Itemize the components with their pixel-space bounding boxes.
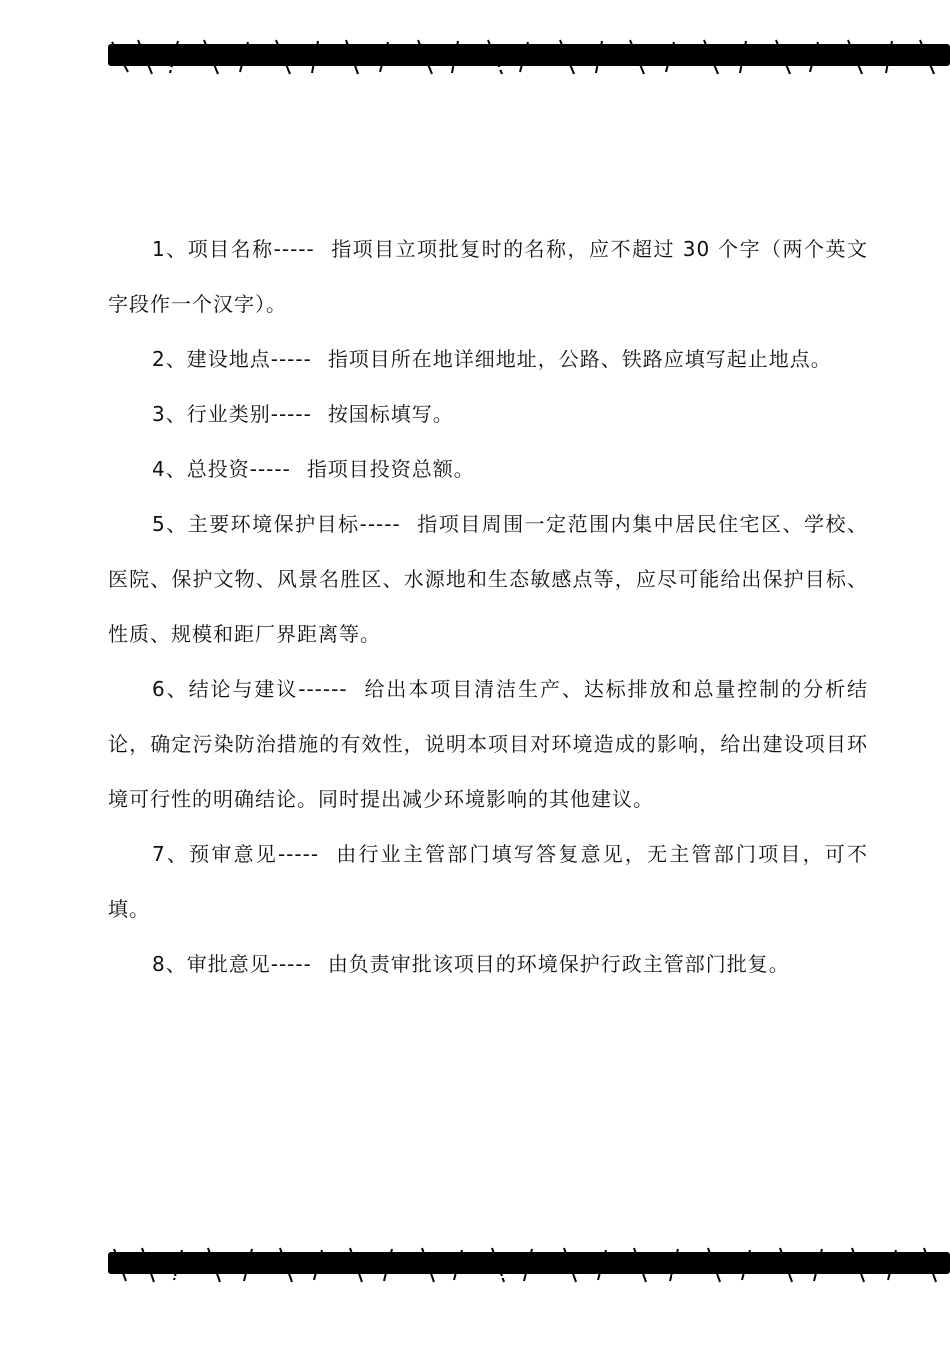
item-preliminary-review (108, 827, 868, 937)
garbled-header-band (108, 38, 950, 76)
item-desc: 指项目立项批复时的名称，应不超过 30 个字（两个英文字段作一个汉字）。 (108, 237, 868, 316)
item-desc: 给出本项目清洁生产、达标排放和总量控制的分析结论，确定污染防治措施的有效性，说明本项目对环境造成的影响，给出建设项目环境可行性的明确结论。同时提出减少环境影响的其他建议。 (108, 677, 869, 811)
item-desc: 由行业主管部门填写答复意见，无主管部门项目，可不填。 (108, 842, 868, 921)
item-term: 3、行业类别----- (152, 402, 312, 426)
garbled-footer-band (108, 1246, 950, 1284)
item-construction-site (108, 332, 868, 387)
item-term: 4、总投资----- (152, 457, 291, 481)
item-term: 6、结论与建议------ (152, 677, 348, 701)
item-conclusion (108, 662, 868, 827)
item-desc: 指项目所在地详细地址，公路、铁路应填写起止地点。 (327, 347, 832, 371)
item-desc: 指项目周围一定范围内集中居民住宅区、学校、医院、保护文物、风景名胜区、水源地和生态敏感点等，应尽可能给出保护目标、性质、规模和距厂界距离等。 (108, 512, 869, 646)
item-protection-targets (108, 497, 868, 662)
item-term: 5、主要环境保护目标----- (152, 512, 401, 536)
item-term: 7、预审意见----- (152, 842, 320, 866)
item-desc: 按国标填写。 (327, 402, 454, 426)
item-term: 8、审批意见----- (152, 952, 312, 976)
instructions-body (108, 222, 868, 992)
item-term: 1、项目名称----- (152, 237, 315, 261)
item-total-investment (108, 442, 868, 497)
item-desc: 指项目投资总额。 (306, 457, 475, 481)
item-industry-category (108, 387, 868, 442)
item-term: 2、建设地点----- (152, 347, 312, 371)
item-approval-opinion (108, 937, 868, 992)
item-project-name (108, 222, 868, 332)
item-desc: 由负责审批该项目的环境保护行政主管部门批复。 (327, 952, 790, 976)
